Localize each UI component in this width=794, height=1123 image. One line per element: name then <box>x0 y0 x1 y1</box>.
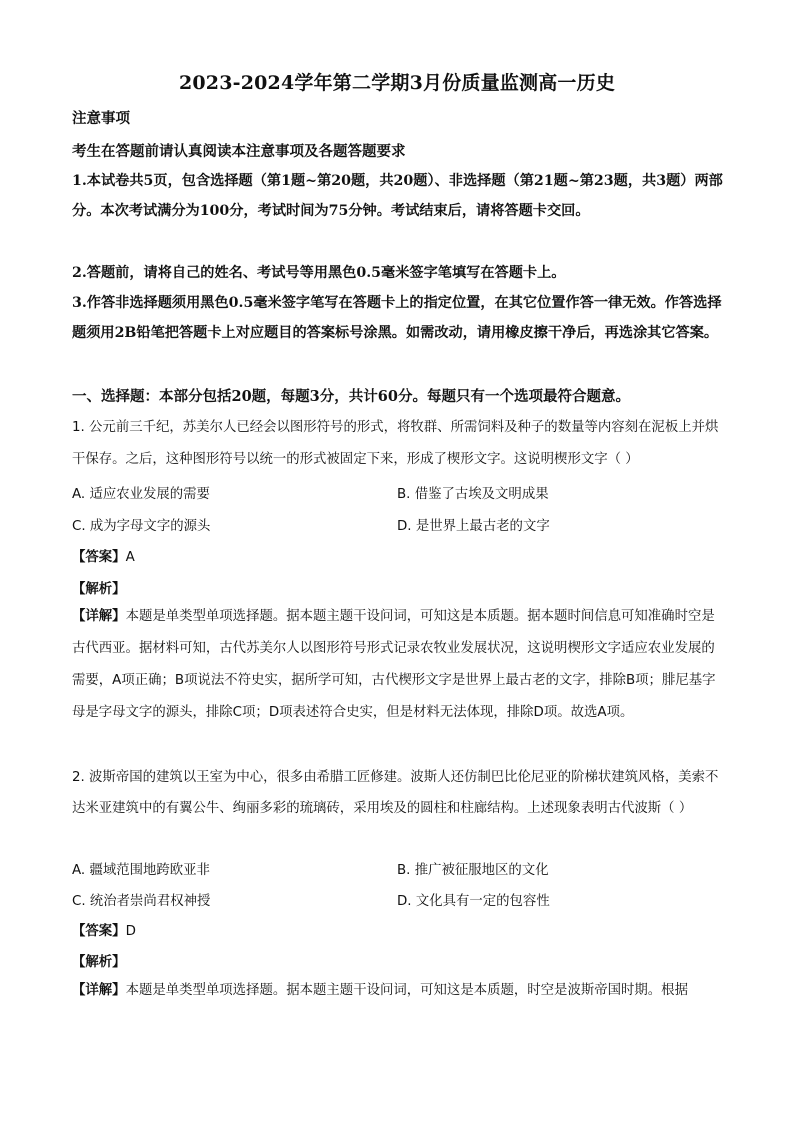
notice-heading: 注意事项 <box>72 110 130 127</box>
section-heading: 一、选择题：本部分包括20题，每题3分，共计60分。每题只有一个选项最符合题意。 <box>72 388 630 405</box>
question-2-analysis-tag: 【解析】 <box>72 955 126 970</box>
detail-tag: 【详解】 <box>72 609 126 624</box>
detail-text: 本题是单类型单项选择题。据本题主题干设问词，可知这是本质题，时空是波斯帝国时期。根据 <box>125 983 688 998</box>
question-2-stem: 2. 波斯帝国的建筑以王室为中心，很多由希腊工匠修建。波斯人还仿制巴比伦尼亚的阶梯状建筑风格，美索不达米亚建筑中的有翼公牛、绚丽多彩的琉璃砖，采用埃及的圆柱和柱廊结构。上述现象表明古代波斯（ ） <box>72 770 719 816</box>
notice-subheading: 考生在答题前请认真阅读本注意事项及各题答题要求 <box>72 143 406 160</box>
page-title: 2023-2024学年第二学期3月份质量监测高一历史 <box>178 72 616 94</box>
question-2-detail <box>72 975 724 1007</box>
question-2-option-d: D. 文化具有一定的包容性 <box>397 894 550 909</box>
notice-item-3: 3.作答非选择题须用黑色0.5毫米签字笔写在答题卡上的指定位置，在其它位置作答一律无效。作答选择题须用2B铅笔把答题卡上对应题目的答案标号涂黑。如需改动，请用橡皮擦干净后，再选涂其它答案。 <box>72 295 722 341</box>
question-2-answer <box>72 920 136 939</box>
question-2-option-c: C. 统治者崇尚君权神授 <box>72 894 211 909</box>
notice-item-2: 2.答题前，请将自己的姓名、考试号等用黑色0.5毫米签字笔填写在答题卡上。 <box>72 265 566 281</box>
answer-tag: 【答案】 <box>72 550 126 565</box>
question-1-option-c: C. 成为字母文字的源头 <box>72 519 211 534</box>
detail-text: 本题是单类型单项选择题。据本题主题干设问词，可知这是本质题。据本题时间信息可知准确时空是古代西亚。据材料可知，古代苏美尔人以图形符号形式记录农牧业发展状况，这说明楔形文字适应农业发展的需要，A项正确；B项说法不符史实，据所学可知，古代楔形文字是世界上最古老的文字，排除B项；腓尼基字母是字母文字的源头，排除C项；D项表述符合史实，但是材料无法体现，排除D项。故选A项。 <box>72 609 716 720</box>
question-1-option-a: A. 适应农业发展的需要 <box>72 487 210 502</box>
question-1-detail <box>72 601 724 729</box>
detail-tag: 【详解】 <box>72 983 126 998</box>
answer-value: D <box>125 924 136 939</box>
question-2-option-a: A. 疆域范围地跨欧亚非 <box>72 863 210 878</box>
notice-item-1: 1.本试卷共5页，包含选择题（第1题~第20题，共20题）、非选择题（第21题~第23题，共3题）两部分。本次考试满分为100分，考试时间为75分钟。考试结束后，请将答题卡交回。 <box>72 173 723 219</box>
question-1-analysis-tag: 【解析】 <box>72 582 126 597</box>
question-1-option-d: D. 是世界上最古老的文字 <box>397 519 550 534</box>
answer-value: A <box>125 550 135 565</box>
question-1-option-b: B. 借鉴了古埃及文明成果 <box>397 487 549 502</box>
question-2-option-b: B. 推广被征服地区的文化 <box>397 863 549 878</box>
question-1-stem: 1. 公元前三千纪，苏美尔人已经会以图形符号的形式，将牧群、所需饲料及种子的数量等内容刻在泥板上并烘干保存。之后，这种图形符号以统一的形式被固定下来，形成了楔形文字。这说明楔形文字（ ） <box>72 420 719 467</box>
answer-tag: 【答案】 <box>72 924 126 939</box>
question-1-answer <box>72 546 135 565</box>
